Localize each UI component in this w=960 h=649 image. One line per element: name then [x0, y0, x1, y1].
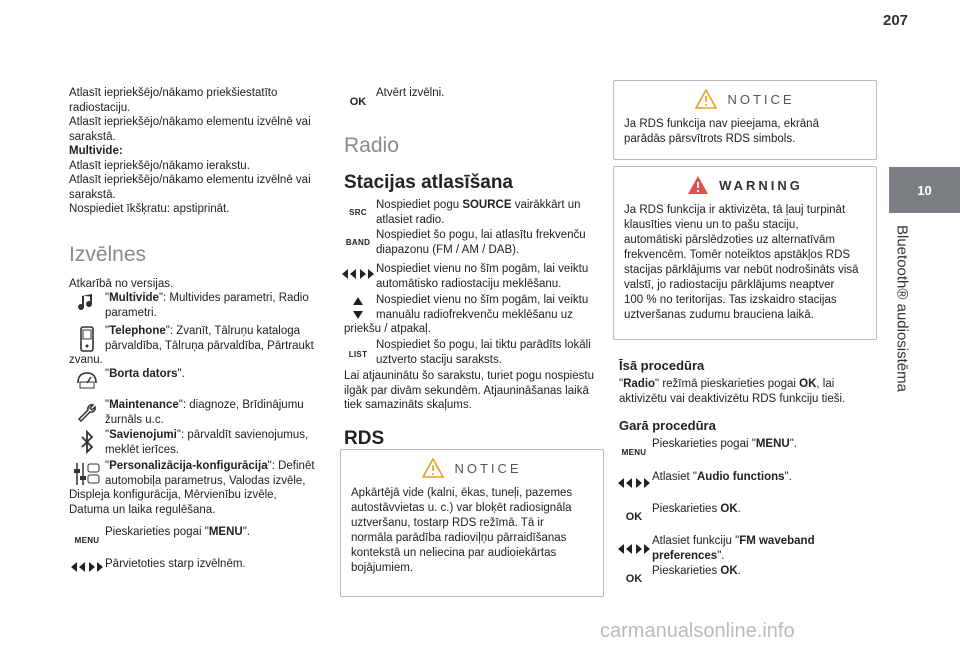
- menu-item-telephone: "Telephone": Zvanīt, Tālruņu kataloga pārvaldība, Tālruņa pārvaldība, Pārtraukt: [69, 324, 329, 353]
- ok-button-icon: OK: [625, 511, 643, 523]
- telephone-line3: zvanu.: [69, 354, 103, 366]
- notice-title: NOTICE: [454, 460, 522, 476]
- left-right-arrows-icon: [616, 470, 652, 489]
- long-step-audio: Atlasiet "Audio functions".: [616, 470, 876, 489]
- source-row: SRC Nospiediet pogu SOURCE vairākkārt un atlasiet radio.: [349, 199, 581, 226]
- warning-triangle-icon: [687, 175, 709, 195]
- warning-triangle-icon: [422, 458, 444, 478]
- menu-item-maintenance: "Maintenance": diagnoze, Brīdinājumu žurnāls u.c.: [69, 398, 329, 427]
- manual-line3: priekšu / atpakaļ.: [344, 323, 431, 335]
- wrench-icon: [69, 398, 105, 427]
- version-note: Atkarībā no versijas.: [69, 278, 174, 290]
- long-step-menu: MENU Pieskarieties pogai "MENU".: [616, 437, 876, 461]
- notice-box-rds: NOTICE Apkārtējā vide (kalni, ēkas, tuneļi, pazemes autostāvvietas u. c.) var bloķēt radiosignāla uztveršanu, tostarp RDS režīmā. Tā ir normāla parādība radioviļņu pārraidīšanas kontekstā un neliecina par audioiekārtas bojājumiem.: [340, 449, 604, 597]
- notice-title: NOTICE: [727, 91, 795, 107]
- personalisation-lines: Displeja konfigurācija, Mērvienību izvēle, Datuma un laika regulēšana.: [69, 489, 277, 516]
- bluetooth-icon: [69, 428, 105, 457]
- ok-button-icon: OK: [349, 96, 367, 108]
- manual-search-row: Nospiediet vienu no šīm pogām, lai veiktu manuālu radiofrekvenču meklēšanu uz: [340, 293, 605, 322]
- station-heading: Stacijas atlasīšana: [344, 172, 513, 193]
- menu-item-personalisation: "Personalizācija-konfigurācija": Definēt automobiļa parametrus, Valodas izvēle,: [69, 459, 329, 488]
- ok-row: OK Atvērt izvēlni.: [349, 87, 445, 108]
- menus-heading: Izvēlnes: [69, 243, 147, 266]
- menu-item-trip-computer: "Borta dators".: [69, 367, 329, 391]
- rds-heading: RDS: [344, 428, 385, 449]
- chapter-title: Bluetooth® audiosistēma: [893, 225, 911, 392]
- intro-text: Atlasīt iepriekšējo/nākamo priekšiestatīto radiostaciju. Atlasīt iepriekšējo/nākamo elementu izvēlnē vai sarakstā. Multivide: Atlasīt iepriekšējo/nākamo ierakstu. Atlasīt iepriekšējo/nākamo elementu izvēlnē vai sarakstā. Nospiediet īkšķratu: apstiprināt.: [69, 87, 311, 215]
- long-step-ok2: OK Pieskarieties OK.: [625, 565, 741, 585]
- notice-box-unavailable: NOTICE Ja RDS funkcija nav pieejama, ekrānā parādās pārsvītrots RDS simbols.: [613, 80, 877, 160]
- up-down-arrows-icon: [340, 293, 376, 322]
- warning-title: WARNING: [719, 177, 803, 193]
- long-step-fm: Atlasiet funkciju "FM waveband preferences".: [616, 534, 876, 563]
- menu-press-row: MENU Pieskarieties pogai "MENU".: [69, 525, 329, 549]
- settings-icon: [69, 459, 105, 488]
- source-button-icon: SRC: [349, 208, 367, 217]
- menu-button-icon: MENU: [621, 448, 647, 457]
- left-right-arrows-icon: [69, 557, 105, 573]
- auto-search-row: Nospiediet vienu no šīm pogām, lai veiktu automātisko radiostaciju meklēšanu.: [340, 262, 605, 291]
- left-right-arrows-icon: [616, 534, 652, 563]
- warning-triangle-icon: [695, 89, 717, 109]
- menu-item-multimedia: "Multivide": Multivides parametri, Radio parametri.: [69, 291, 329, 320]
- ok-button-icon: OK: [625, 573, 643, 585]
- chapter-tab: 10: [889, 167, 960, 213]
- seek-arrows-icon: [340, 262, 376, 291]
- trip-computer-icon: [69, 367, 105, 391]
- band-button-icon: BAND: [345, 238, 371, 247]
- music-note-icon: [69, 291, 105, 320]
- band-row: BAND Nospiediet šo pogu, lai atlasītu frekvenču diapazonu (FM / AM / DAB).: [345, 229, 586, 256]
- update-text: Lai atjauninātu šo sarakstu, turiet pogu nospiestu ilgāk par divām sekundēm. Atjaunināšanas laikā tiek samazināts skaļums.: [344, 370, 594, 411]
- phone-icon: [69, 324, 105, 353]
- page-number: 207: [883, 12, 909, 29]
- navigate-row: Pārvietoties starp izvēlnēm.: [69, 557, 329, 573]
- menu-button-icon: MENU: [74, 536, 100, 545]
- list-button-icon: LIST: [348, 350, 368, 359]
- radio-heading: Radio: [344, 134, 399, 157]
- warning-box: WARNING Ja RDS funkcija ir aktivizēta, tā ļauj turpināt klausīties vienu un to pašu staciju, automātiski pārslēdzoties uz alternatīvām frekvencēm. Tomēr noteiktos apstākļos RDS stacijas pārklājums var nebūt nodrošināts visā valstī, jo radiostaciju pārklājums neaptver 100 % no teritorijas. Tas izskaidro stacijas uztveršanas zudumu brauciena laikā.: [613, 166, 877, 340]
- long-procedure-heading: Garā procedūra: [619, 418, 716, 433]
- list-row: LIST Nospiediet šo pogu, lai tiktu parādīts lokāli uztverto staciju saraksts.: [348, 339, 591, 366]
- menu-item-connections: "Savienojumi": pārvaldīt savienojumus, meklēt ierīces.: [69, 428, 329, 457]
- short-procedure-heading: Īsā procedūra: [619, 358, 705, 373]
- long-step-ok: OK Pieskarieties OK.: [625, 503, 741, 523]
- watermark: carmanualsonline.info: [600, 620, 795, 642]
- short-procedure-text: "Radio" režīmā pieskarieties pogai OK, lai aktivizētu vai deaktivizētu RDS funkciju tieši.: [619, 378, 846, 405]
